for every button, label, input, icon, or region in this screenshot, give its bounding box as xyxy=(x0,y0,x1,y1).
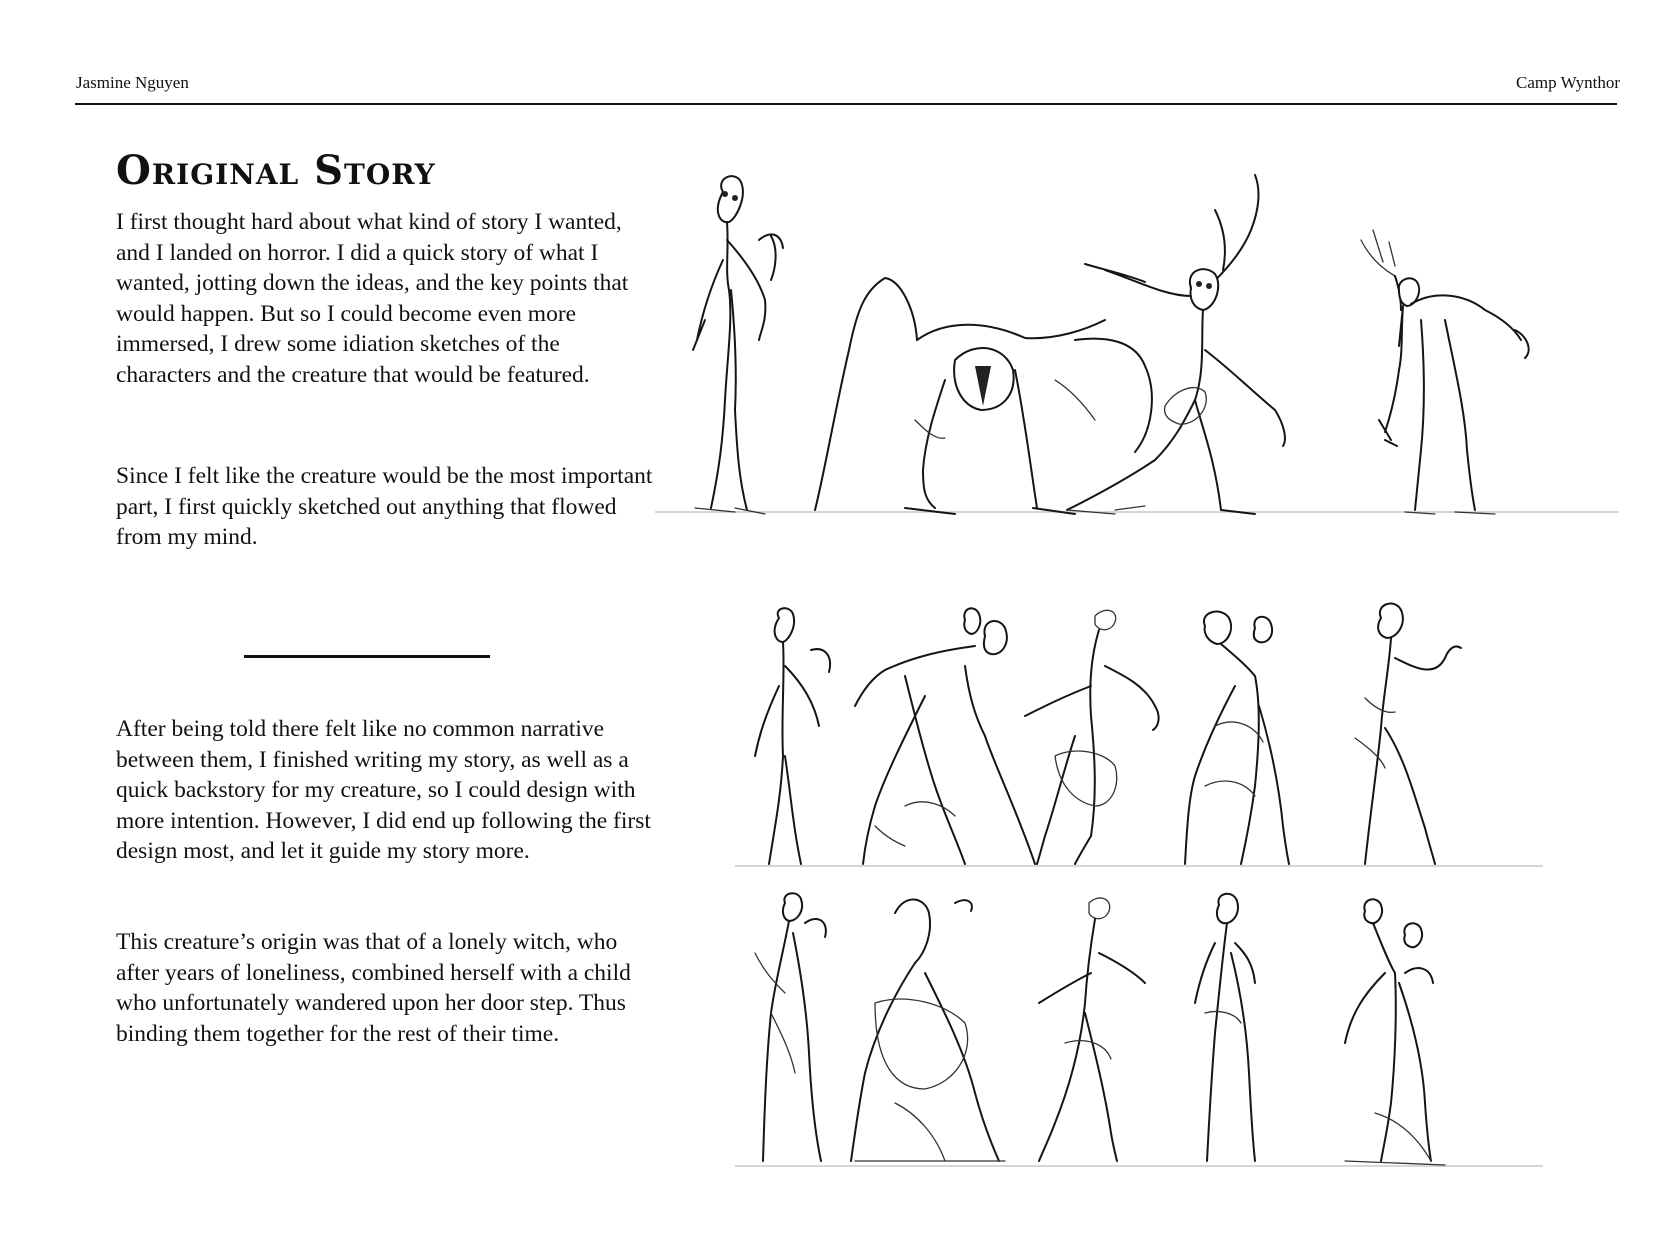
paragraph-narrative: After being told there felt like no common narrative between them, I finished writing my story, as well as a quick backstory for my creature, so I could design with more intention. However, I did end up following the first design most, and let it guide my story more. xyxy=(116,716,651,864)
creature-sketch-grid-9 xyxy=(1195,894,1255,1161)
creature-sketch-grid-2 xyxy=(855,608,1035,864)
creature-sketch-grid-8 xyxy=(1039,898,1145,1161)
creature-sketch-grid-4 xyxy=(1185,612,1289,864)
creature-sketches-grid xyxy=(735,598,1543,1173)
creature-sketch-grid-7 xyxy=(851,899,1005,1161)
creature-sketch-grid-3 xyxy=(1025,610,1159,864)
creature-sketch-2 xyxy=(815,278,1152,514)
creature-sketches-row-1 xyxy=(655,170,1619,535)
header-project: Camp Wynthor xyxy=(1516,73,1620,92)
section-divider xyxy=(244,655,490,658)
creature-sketch-4 xyxy=(1361,230,1529,514)
creature-sketch-grid-6 xyxy=(755,893,826,1161)
section-title: Original Story xyxy=(116,147,436,194)
creature-sketch-grid-10 xyxy=(1345,899,1445,1165)
creature-sketch-3 xyxy=(1067,175,1285,514)
paragraph-creature-focus: Since I felt like the creature would be the most important part, I first quickly sketched out anything that flowed from my mind. xyxy=(116,463,653,550)
header-rule xyxy=(75,103,1617,105)
creature-sketch-1 xyxy=(693,176,783,514)
creature-sketch-grid-1 xyxy=(755,608,830,864)
header-author: Jasmine Nguyen xyxy=(76,73,189,92)
paragraph-origin: This creature’s origin was that of a lonely witch, who after years of loneliness, combined herself with a child who unfortunately wandered upon her door step. Thus binding them together for the rest of their time. xyxy=(116,929,631,1047)
paragraph-intro: I first thought hard about what kind of story I wanted, and I landed on horror. I did a quick story of what I wanted, jotting down the ideas, and the key points that would happen. But so I could become even more immersed, I drew some idiation sketches of the characters and the creature that would be featured. xyxy=(116,209,629,388)
creature-sketch-grid-5 xyxy=(1355,604,1461,864)
